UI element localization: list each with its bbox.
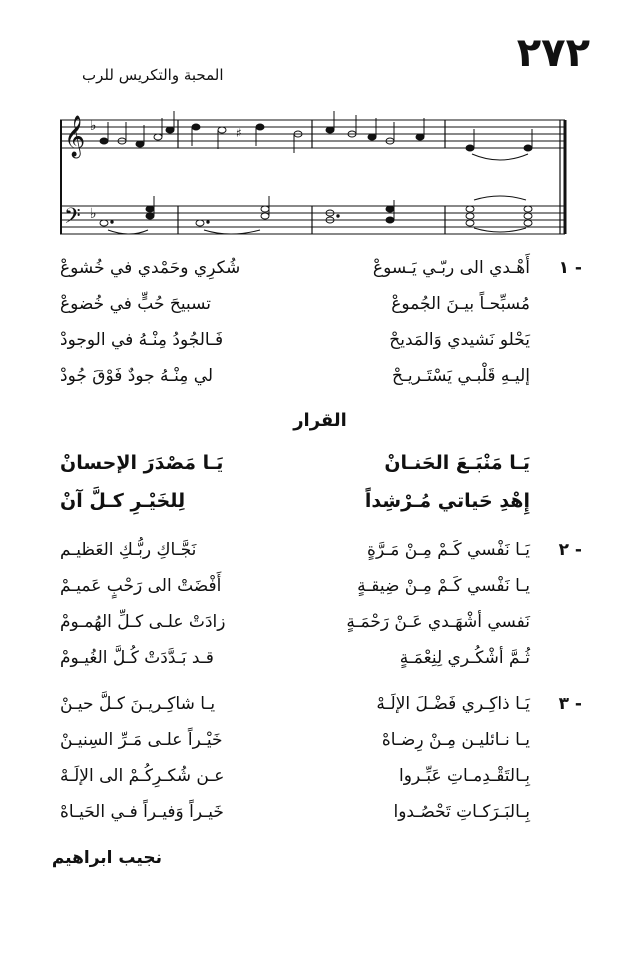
verse-line xyxy=(50,366,590,402)
chorus-title: القرار xyxy=(293,410,347,431)
chorus xyxy=(50,452,590,528)
line-left: يـا شاكِـريـنَ كـلَّ حيـنْ xyxy=(60,694,216,714)
verse-line xyxy=(50,766,590,802)
bass-notes xyxy=(100,196,532,226)
line-left: لي مِنْـهُ جودٌ فَوْقَ جُودْ xyxy=(60,366,214,386)
line-left: شُكرِي وحَمْدي في خُشوعْ xyxy=(60,258,241,278)
verse-number: ٣ - xyxy=(558,694,582,714)
line-left: خَيـراً وَفيـراً فـي الحَيـاهْ xyxy=(60,802,224,822)
key-flat-icon: ♭ xyxy=(90,118,97,134)
verse-line xyxy=(50,694,590,730)
line-left: قـد بَـدَّدَتْ كُـلَّ الغُيـومْ xyxy=(60,648,214,668)
line-right: أَهْـدي الى ربّـي يَـسوعْ xyxy=(372,258,530,278)
line-left: يَـا مَصْدَرَ الإحسانْ xyxy=(60,452,224,474)
sharp-icon: ♯ xyxy=(236,126,242,140)
line-left: نَجَّـاكِ ربُّـكِ العَظيـم xyxy=(60,540,197,560)
verse-number: ٢ - xyxy=(558,540,582,560)
verse-line xyxy=(50,648,590,684)
key-flat-icon: ♭ xyxy=(90,206,97,222)
verse-2 xyxy=(50,540,590,684)
line-right: إِهْدِ حَياتي مُـرْشِداً xyxy=(364,490,530,512)
verse-line xyxy=(50,802,590,838)
line-right: إليـهِ قَلْبـي يَسْتَـريـحْ xyxy=(391,366,530,386)
hymn-subtitle: المحبة والتكريس للرب xyxy=(82,66,224,84)
verse-line xyxy=(50,612,590,648)
line-right: يَـا مَنْبَـعَ الحَنـانْ xyxy=(384,452,530,474)
verse-line xyxy=(50,730,590,766)
line-left: خَيْـراً علـى مَـرِّ السِنيـنْ xyxy=(60,730,223,750)
hymn-number: ٢٧٢ xyxy=(516,30,590,76)
line-right: بِـالبَـرَكـاتِ تَحْصُـدوا xyxy=(393,802,530,822)
verse-1 xyxy=(50,258,590,402)
verse-3 xyxy=(50,694,590,838)
chorus-line xyxy=(50,490,590,528)
line-right: يَحْلو نَشيدي وَالمَديحْ xyxy=(389,330,530,350)
chorus-line xyxy=(50,452,590,490)
line-right: يَـا ذاكِـري فَضْـلَ الإلَـهْ xyxy=(376,694,530,714)
verse-line xyxy=(50,258,590,294)
line-right: مُسبِّحـاً بيـنَ الجُموعْ xyxy=(391,294,530,314)
bass-clef-icon: 𝄢 xyxy=(64,204,81,234)
verse-line xyxy=(50,576,590,612)
line-left: تسبيحَ حُبٍّ في خُضوعْ xyxy=(60,294,212,314)
verse-line xyxy=(50,294,590,330)
tie-icon xyxy=(472,154,528,160)
treble-clef-icon: 𝄞 xyxy=(64,116,86,157)
treble-notes xyxy=(100,111,532,153)
line-right: نَفسي أشْهَـدي عَـنْ رَحْمَـةٍ xyxy=(346,612,530,632)
verse-line xyxy=(50,540,590,576)
line-right: يـا نـائليـن مِـنْ رِضـاهْ xyxy=(381,730,530,750)
line-right: بِـالتَقْـدِمـاتِ عَبِّـروا xyxy=(399,766,530,786)
author-name: نجيب ابراهيم xyxy=(51,848,162,868)
line-left: فَـالجُودُ مِنْـهُ في الوجودْ xyxy=(60,330,224,350)
line-right: يـا نَفْسي كَـمْ مِـنْ ضِيقـةٍ xyxy=(357,576,530,596)
line-left: لِلخَيْـرِ كـلَّ آنْ xyxy=(60,490,186,512)
line-right: ثُـمَّ أشْكُـري لِنِعْمَـةٍ xyxy=(399,648,530,668)
line-left: عـن شُكـرِكُـمْ الى الإلَـهْ xyxy=(60,766,225,786)
verse-line xyxy=(50,330,590,366)
line-left: زادَتْ علـى كـلِّ الهُمـومْ xyxy=(60,612,226,632)
line-right: يَـا نَفْسي كَـمْ مِـنْ مَـرَّةٍ xyxy=(367,540,530,560)
verse-number: ١ - xyxy=(558,258,582,278)
music-score xyxy=(60,108,580,238)
line-left: أَفْضَتْ الى رَحْبٍ عَميـمْ xyxy=(60,576,222,596)
